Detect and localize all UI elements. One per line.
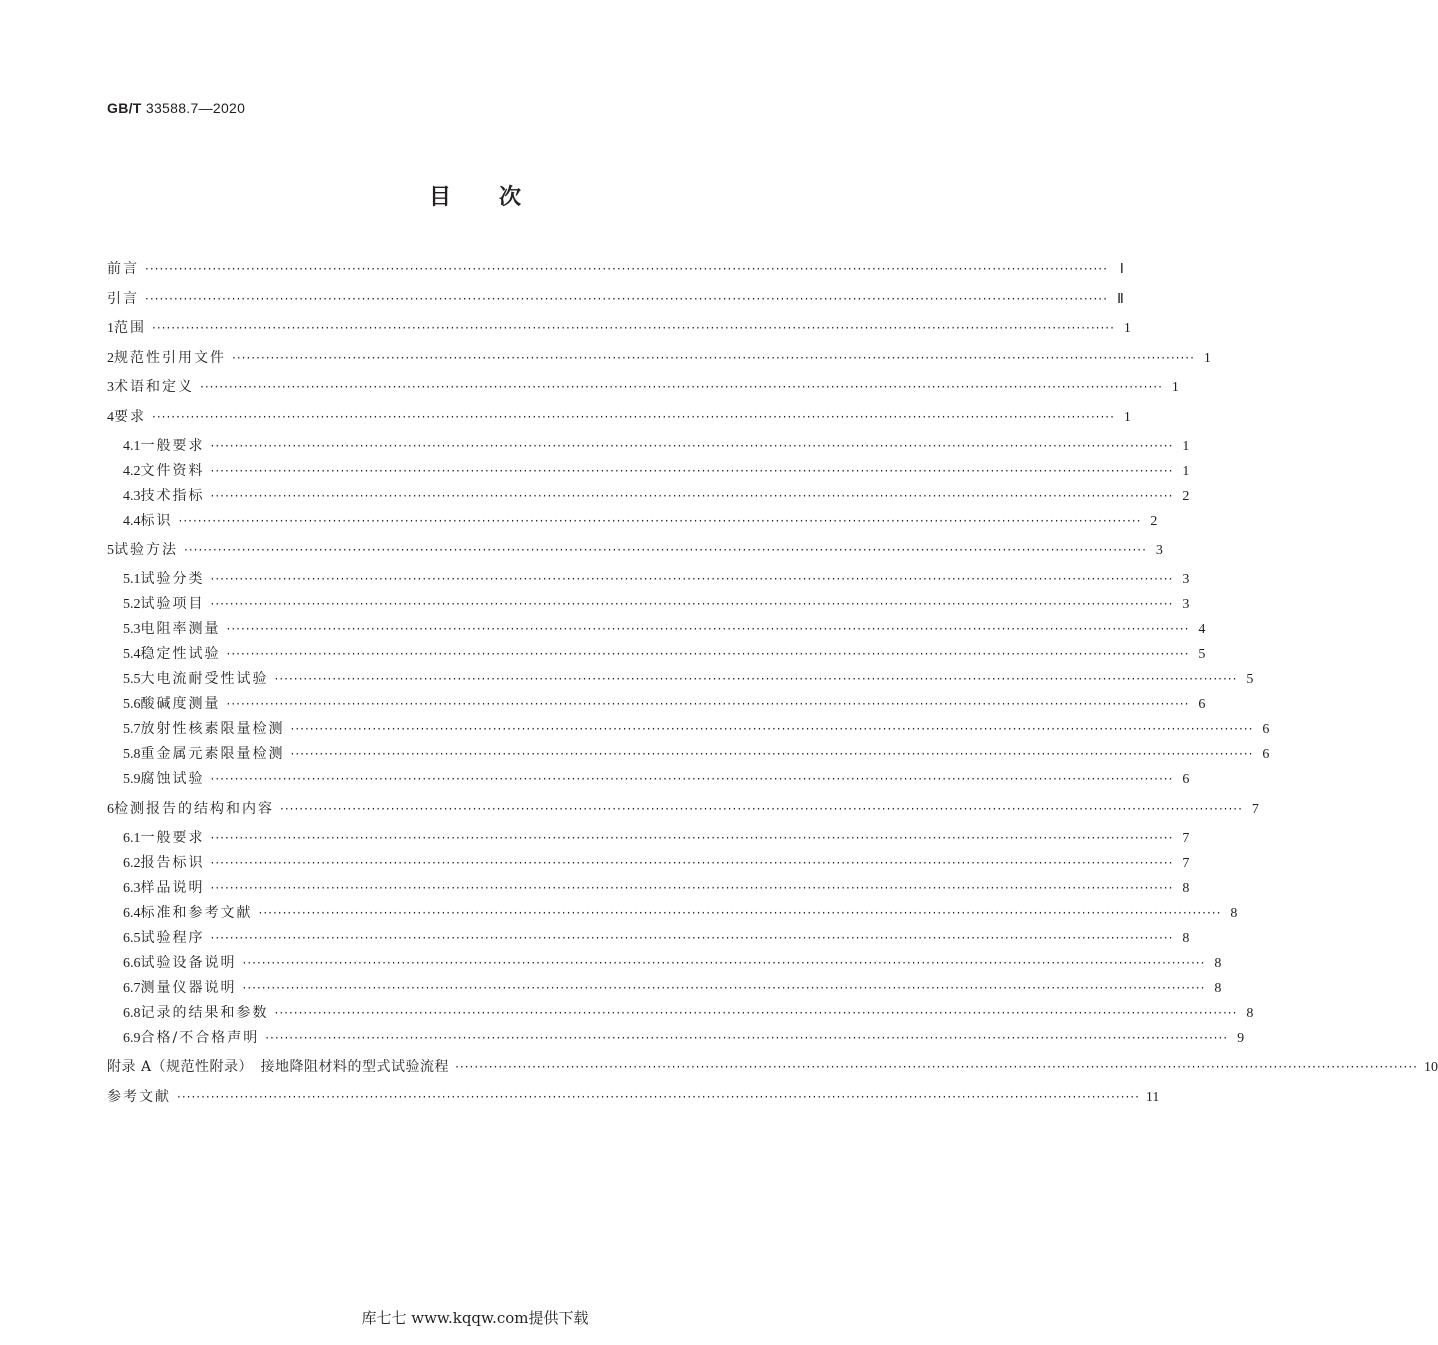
toc-entry-label: 稳定性试验 [140, 646, 221, 662]
toc-dot-leader: ········································································································································································································ [226, 647, 1190, 661]
toc-entry-page: 1 [1123, 409, 1131, 425]
toc-entry[interactable] [107, 977, 1222, 999]
toc-entry-page: 3 [1182, 572, 1190, 587]
toc-dot-leader: ········································································································································································································ [210, 597, 1174, 611]
standard-code-number: 33588.7—2020 [145, 100, 246, 116]
toc-entry-page: 2 [1182, 488, 1190, 504]
toc-entry-label: 试验方法 [114, 542, 178, 558]
toc-entry-label: 一般要求 [140, 829, 205, 846]
toc-dot-leader: ········································································································································································································ [210, 572, 1174, 586]
toc-entry-number: 5.9 [123, 772, 141, 787]
toc-entry-number: 5.2 [123, 597, 141, 612]
toc-entry-number: 6.3 [123, 880, 141, 896]
toc-dot-leader: ········································································································································································································ [274, 672, 1238, 686]
toc-entry-label: 规范性引用文件 [114, 349, 226, 366]
toc-entry-page: 6 [1262, 722, 1270, 737]
toc-entry-label: 技术指标 [140, 487, 205, 504]
toc-entry[interactable] [107, 485, 1190, 507]
toc-dot-leader: ········································································································································································································ [210, 830, 1174, 845]
toc-entry[interactable] [107, 347, 1211, 369]
toc-entry-label: 电阻率测量 [140, 621, 221, 637]
toc-dot-leader: ········································································································································································································ [232, 350, 1195, 365]
page-title-char-1: 目 [428, 185, 451, 210]
toc-entry-label: 大电流耐受性试验 [140, 671, 269, 687]
toc-entry[interactable] [107, 435, 1190, 457]
toc-dot-leader: ········································································································································································································ [210, 855, 1174, 870]
toc-entry-page: 8 [1182, 930, 1190, 946]
toc-dot-leader: ········································································································································································································ [177, 1089, 1140, 1104]
toc-dot-leader: ········································································································································································································ [274, 1005, 1238, 1020]
toc-entry-page: 1 [1182, 463, 1190, 479]
toc-entry-page: 1 [1203, 350, 1211, 366]
toc-entry-number: 5.5 [123, 672, 141, 687]
toc-entry-label: 标识 [140, 512, 173, 529]
toc-entry[interactable] [107, 718, 1270, 740]
toc-entry-page: Ⅰ [1119, 262, 1124, 277]
toc-entry-page: 8 [1214, 955, 1222, 971]
toc-entry-number: 5.7 [123, 722, 141, 737]
toc-dot-leader: ········································································································································································································ [210, 772, 1174, 786]
toc-entry-page: 1 [1123, 321, 1131, 336]
toc-entry[interactable] [107, 1002, 1254, 1024]
toc-entry-page: 7 [1182, 830, 1190, 846]
toc-entry[interactable] [107, 1086, 1160, 1108]
toc-dot-leader: ········································································································································································································ [210, 488, 1174, 503]
toc-entry[interactable] [107, 827, 1190, 849]
toc-dot-leader: ········································································································································································································ [210, 463, 1174, 478]
toc-entry[interactable] [107, 798, 1259, 820]
toc-entry-page: 8 [1230, 905, 1238, 921]
page-title [0, 180, 950, 211]
toc-entry-number: 2 [107, 350, 114, 366]
toc-entry-label: 放射性核素限量检测 [140, 721, 285, 737]
toc-entry-number: 1 [107, 321, 114, 336]
toc-entry-label: 一般要求 [140, 437, 205, 454]
toc-entry-number: 3 [107, 380, 114, 395]
toc-entry-page: 3 [1155, 543, 1163, 558]
toc-entry-number: 4 [107, 409, 114, 425]
toc-entry-label: 试验项目 [140, 596, 205, 612]
toc-entry-page: 6 [1182, 772, 1190, 787]
toc-dot-leader: ········································································································································································································ [145, 291, 1108, 306]
toc-entry-number: 5.1 [123, 572, 141, 587]
toc-entry-label: 报告标识 [140, 854, 205, 871]
toc-entry-label: 样品说明 [140, 879, 205, 896]
toc-entry-number: 6.2 [123, 855, 141, 871]
toc-entry-page: 1 [1182, 438, 1190, 454]
toc-entry-number: 4.1 [123, 438, 141, 454]
toc-entry-page: 3 [1182, 597, 1190, 612]
toc-entry-number: 6.9 [123, 1030, 141, 1046]
toc-entry-label: 术语和定义 [114, 379, 194, 395]
toc-entry-number: 4.4 [123, 513, 141, 529]
toc-entry-label: 合格/不合格声明 [140, 1029, 260, 1046]
toc-dot-leader: ········································································································································································································ [210, 438, 1174, 453]
toc-entry-page: 1 [1171, 380, 1179, 395]
toc-entry[interactable] [107, 406, 1131, 428]
toc-entry-label: 腐蚀试验 [140, 771, 205, 787]
toc-dot-leader: ········································································································································································································ [178, 513, 1142, 528]
toc-entry[interactable] [107, 510, 1158, 532]
toc-entry[interactable] [107, 593, 1190, 615]
page-title-char-2: 次 [499, 185, 522, 210]
toc-entry[interactable] [107, 618, 1206, 640]
toc-entry-label: 要求 [114, 408, 146, 425]
toc-dot-leader: ········································································································································································································ [152, 409, 1115, 424]
toc-entry-number: 5.4 [123, 647, 141, 662]
toc-entry[interactable] [107, 927, 1190, 949]
toc-entry-page: 8 [1214, 980, 1222, 996]
toc-entry-page: 2 [1150, 513, 1158, 529]
toc-entry[interactable] [107, 1027, 1245, 1049]
standard-code [107, 100, 245, 116]
toc-entry-number: 6.8 [123, 1005, 141, 1021]
toc-entry-label: 试验分类 [140, 571, 205, 587]
toc-entry-number: 5.6 [123, 697, 141, 712]
toc-entry-number: 6.4 [123, 905, 141, 921]
toc-entry-number: 5 [107, 543, 114, 558]
toc-entry-number: 6.5 [123, 930, 141, 946]
toc-entry-page: 8 [1246, 1005, 1254, 1021]
toc-entry[interactable] [107, 288, 1124, 310]
toc-entry-label: 引言 [107, 290, 139, 307]
toc-entry-label: 参考文献 [107, 1088, 171, 1105]
toc-entry-number: 4.2 [123, 463, 141, 479]
toc-entry[interactable] [107, 952, 1222, 974]
toc-entry-page: 6 [1198, 697, 1206, 712]
toc-entry-label: 前言 [107, 261, 139, 277]
toc-entry[interactable] [107, 376, 1179, 398]
toc-entry[interactable] [107, 668, 1254, 690]
toc-dot-leader: ········································································································································································································ [200, 380, 1163, 394]
toc-entry-number: 6.7 [123, 980, 141, 996]
toc-entry-label: 试验设备说明 [140, 954, 237, 971]
standard-code-prefix: GB/T [107, 100, 142, 116]
toc-entry-number: 6.1 [123, 830, 141, 846]
toc-dot-leader: ········································································································································································································ [145, 262, 1108, 276]
toc-dot-leader: ········································································································································································································ [226, 622, 1190, 636]
toc-entry[interactable] [107, 568, 1190, 590]
toc-entry-page: 10 [1423, 1060, 1438, 1075]
toc-dot-leader: ········································································································································································································ [258, 905, 1222, 920]
toc-entry-number: 4.3 [123, 488, 141, 504]
toc-entry-page: 7 [1182, 855, 1190, 871]
toc-entry-label: 文件资料 [140, 462, 205, 479]
toc-dot-leader: ········································································································································································································ [265, 1030, 1229, 1045]
toc-entry-number: 6.6 [123, 955, 141, 971]
toc-entry-label: 重金属元素限量检测 [140, 746, 285, 762]
toc-entry[interactable] [107, 460, 1190, 482]
toc-entry-page: 5 [1198, 647, 1206, 662]
toc-entry-page: Ⅱ [1117, 291, 1124, 307]
toc-dot-leader: ········································································································································································································ [280, 801, 1243, 816]
toc-dot-leader: ········································································································································································································ [226, 697, 1190, 711]
toc-dot-leader: ········································································································································································································ [184, 543, 1147, 557]
toc-entry-page: 5 [1246, 672, 1254, 687]
toc-entry-page: 11 [1145, 1089, 1160, 1105]
toc-entry[interactable] [107, 902, 1238, 924]
toc-entry[interactable] [107, 877, 1190, 899]
toc-entry-label: 标准和参考文献 [140, 904, 253, 921]
toc-entry-page: 4 [1198, 622, 1206, 637]
toc-entry-label: 试验程序 [140, 929, 205, 946]
footer-watermark: 库七七 www.kqqw.com提供下载 [361, 1309, 589, 1327]
toc-entry-number: 5.3 [123, 622, 141, 637]
toc-entry[interactable] [107, 743, 1270, 765]
toc-dot-leader: ········································································································································································································ [242, 955, 1206, 970]
toc-entry-number: 5.8 [123, 747, 141, 762]
toc-entry[interactable] [107, 768, 1190, 790]
toc-entry[interactable] [107, 1056, 1438, 1078]
toc-entry[interactable] [107, 693, 1206, 715]
toc-entry-label: 酸碱度测量 [140, 696, 221, 712]
toc-dot-leader: ········································································································································································································ [455, 1060, 1418, 1074]
toc-entry[interactable] [107, 317, 1131, 339]
toc-dot-leader: ········································································································································································································ [290, 722, 1254, 736]
toc-entry-label: 范围 [114, 320, 146, 336]
toc-dot-leader: ········································································································································································································ [210, 880, 1174, 895]
toc-entry-page: 8 [1182, 880, 1190, 896]
toc-entry-label: 附录 A（规范性附录） 接地降阻材料的型式试验流程 [107, 1059, 450, 1075]
toc-entry[interactable] [107, 643, 1206, 665]
toc-entry-label: 记录的结果和参数 [140, 1004, 269, 1021]
toc-entry-page: 7 [1251, 801, 1259, 817]
toc-entry[interactable] [107, 258, 1124, 280]
toc-entry[interactable] [107, 539, 1163, 561]
toc-entry-page: 9 [1237, 1030, 1245, 1046]
toc-dot-leader: ········································································································································································································ [290, 747, 1254, 761]
toc-entry-label: 检测报告的结构和内容 [114, 800, 274, 817]
toc-entry[interactable] [107, 852, 1190, 874]
toc-dot-leader: ········································································································································································································ [242, 980, 1206, 995]
toc-dot-leader: ········································································································································································································ [152, 321, 1115, 335]
toc-entry-label: 测量仪器说明 [140, 979, 237, 996]
toc-entry-page: 6 [1262, 747, 1270, 762]
toc-dot-leader: ········································································································································································································ [210, 930, 1174, 945]
toc-entry-number: 6 [107, 801, 114, 817]
